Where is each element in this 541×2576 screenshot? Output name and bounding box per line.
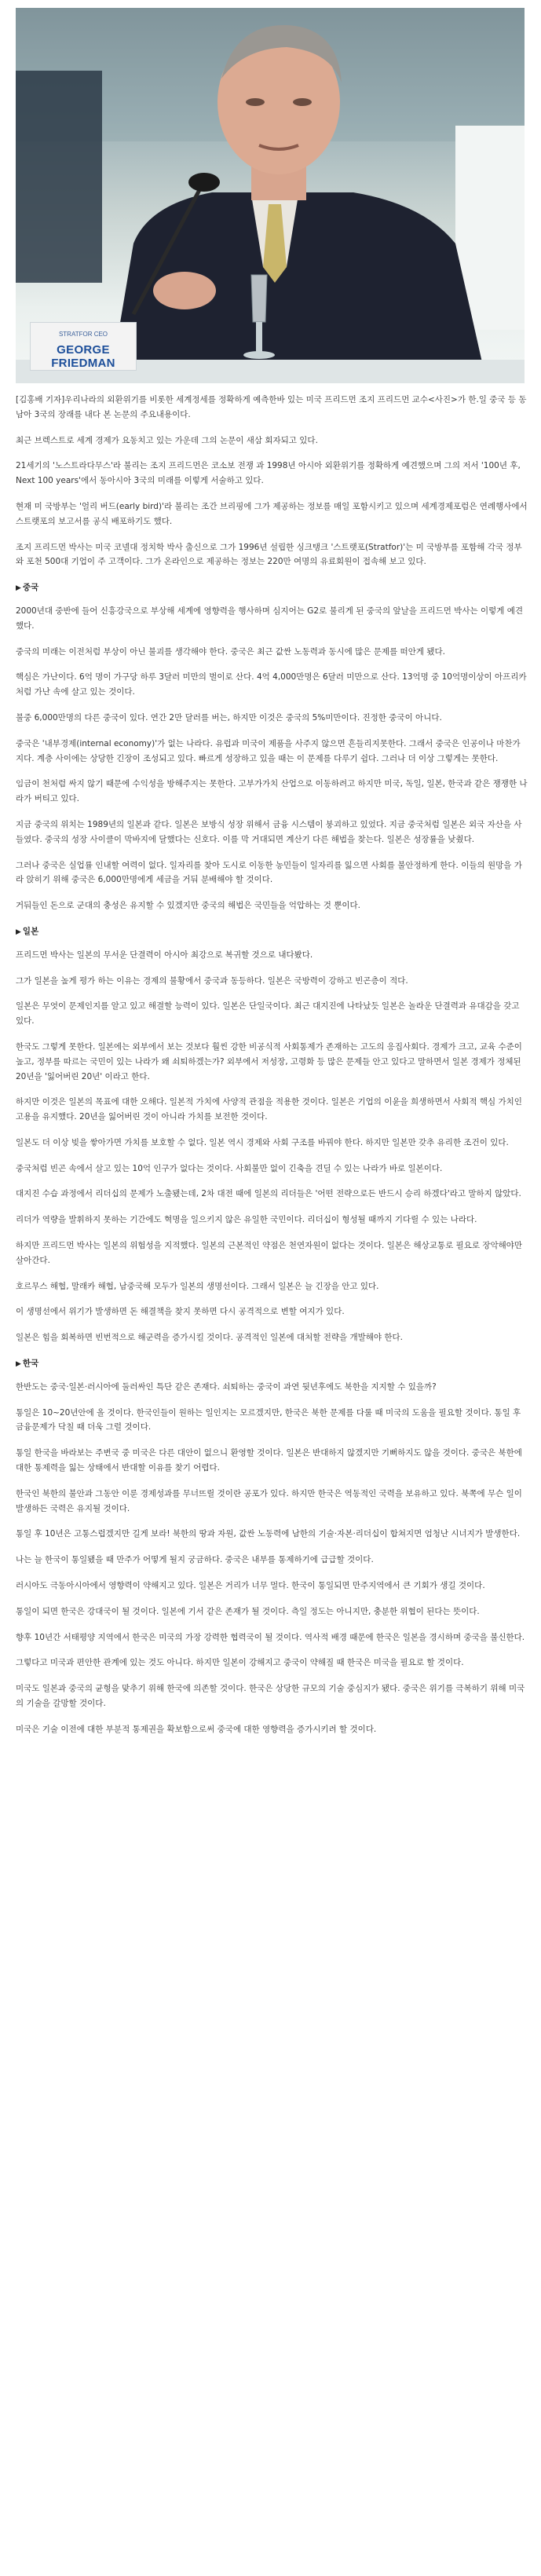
china-paragraph: 중국의 미래는 이전처럼 부상이 아닌 불괴를 생각해야 한다. 중국은 최근 값싼 노동력과 동시에 많은 문제를 떠안게 됐다. — [16, 646, 445, 657]
japan-paragraph: 이 생명선에서 위기가 발생하면 돈 해결책을 찾지 못하면 다시 공격적으로 변할 여지가 있다. — [16, 1307, 345, 1317]
japan-section — [16, 948, 528, 1345]
intro-paragraph: 현재 미 국방부는 '얼리 버드(early bird)'라 불리는 조간 브리핑에 그가 제공하는 정보를 매일 포함시키고 있으며 세계경제포럼은 연례행사에서 스트랫포의 보고서를 공식 배포하기도 했다. — [16, 501, 528, 526]
korea-paragraph: 미국도 일본과 중국의 균형을 맞추기 위해 한국에 의존할 것이다. 한국은 상당한 규모의 기술 중심지가 됐다. 중국은 위기를 극복하기 위해 미국의 기술을 갈망할 것이다. — [16, 1684, 525, 1709]
japan-paragraph: 중국처럼 빈곤 속에서 살고 있는 10억 인구가 없다는 것이다. 사회불만 없이 긴축을 견딜 수 있는 나라가 바로 일본이다. — [16, 1163, 443, 1173]
china-paragraph: 지금 중국의 위치는 1989년의 일본과 같다. 일본은 보방식 성장 위해서 금융 시스템이 붕괴하고 있었다. 지금 중국처럼 일본은 외국 자산을 사들였다. 중국의 성장 사이클이 막바지에 달했다는 신호다. 이를 막 거대되면 계산기 다른 해법을 찾는다. 일본은 성장률을 낮췄다. — [16, 819, 522, 844]
korea-paragraph: 한국인 북한의 불안과 그동안 이룬 경제성과를 무너뜨릴 것이란 공포가 있다. 하지만 한국은 역동적인 국력을 보유하고 있다. 북쪽에 무슨 일이 발생하든 국력은 유지될 것이다. — [16, 1488, 522, 1513]
nameplate-title: STRATFOR CEO — [58, 331, 108, 338]
china-paragraph: 임금이 천처럼 싸지 않기 때문에 수익성을 방해주지는 못한다. 고부가가치 산업으로 이동하려고 하지만 미국, 독일, 일본, 한국과 같은 쟁쟁한 나라가 버티고 있다. — [16, 779, 528, 804]
japan-paragraph: 한국도 그렇게 못한다. 일본에는 외부에서 보는 것보다 훨씬 강한 비공식적 사회통제가 존재하는 고도의 응집사회다. 경제가 크고, 교육 수준이 높고, 정부를 따르는 국민이 있는 나라가 왜 쇠퇴하겠는가? 외부에서 저성장, 고령화 등 많은 문제들 안고 있다고 말하면서 일본 경제가 정체된 20년을 '잃어버린 20년' 이라고 한다. — [16, 1041, 522, 1081]
japan-paragraph: 리더가 역량을 발휘하지 못하는 기간에도 혁명을 일으키지 않은 유일한 국민이다. 리더십이 형성될 때까지 기다릴 수 있는 나라다. — [16, 1215, 477, 1225]
intro-paragraph: 최근 브렉스트로 세계 경제가 요동치고 있는 가운데 그의 논문이 새삼 회자되고 있다. — [16, 435, 318, 445]
korea-paragraph: 통일 후 10년은 고통스럽겠지만 길게 보라! 북한의 땅과 자원, 값싼 노동력에 남한의 기술·자본·리더십이 합쳐지면 엄청난 시너지가 발생한다. — [16, 1529, 521, 1539]
japan-paragraph: 그가 일본을 높게 평가 하는 이유는 경제의 불황에서 중국과 동등하다. 일본은 국방력이 강하고 빈곤층이 적다. — [16, 975, 408, 986]
article-photo — [16, 8, 525, 383]
china-paragraph: 그러나 중국은 실업률 인내할 여력이 없다. 일자리를 찾아 도시로 이동한 농민들이 일자리를 잃으면 사회를 불안정하게 한다. 이들의 원망을 가라 앉히기 위해 중국은 6,000만명에게 세금을 거둬 분배해야 할 것이다. — [16, 860, 522, 885]
section-heading-japan: ▶ 일본 — [16, 924, 528, 940]
korea-paragraph: 미국은 기술 이전에 대한 부분적 통제권을 확보함으로써 중국에 대한 영향력을 증가시키려 할 것이다. — [16, 1724, 377, 1734]
china-paragraph: 중국은 '내부경제(internal economy)'가 없는 나라다. 유럽과 미국이 제품을 사주지 않으면 흔들리지못한다. 그래서 중국은 인공이나 마찬가지다. 계층 사이에는 상당한 긴장이 조성되고 있다. 빠르게 성장하고 있을 때는 이 문제를 다루기 쉽다. 그러나 더 이상 그렇게는 못한다. — [16, 738, 521, 763]
intro-section — [16, 393, 528, 569]
japan-paragraph: 일본도 더 이상 빚을 쌓아가면 가치를 보호할 수 없다. 일본 역시 경제와 사회 구조를 바꿔야 한다. 하지만 일본만 갖추 유리한 조건이 있다. — [16, 1137, 509, 1147]
intro-paragraph: 조지 프리드먼 박사는 미국 코넬대 정치학 박사 출신으로 그가 1996년 설립한 싱크탱크 '스트랫포(Stratfor)'는 미 국방부를 포함해 각국 정부와 포천 500대 기업이 주 고객이다. 그가 온라인으로 제공하는 정보는 220만 여명의 유료회원이 접속해 보고 있다. — [16, 542, 522, 567]
korea-paragraph: 그렇다고 미국과 편안한 관계에 있는 것도 아니다. 하지만 일본이 강해지고 중국이 약해질 때 한국은 미국을 필요로 할 것이다. — [16, 1658, 464, 1668]
section-heading-china: ▶ 중국 — [16, 580, 528, 596]
japan-paragraph: 일본은 무엇이 문제인지를 알고 있고 해결할 능력이 있다. 일본은 단일국이다. 최근 대지진에 나타났듯 일본은 놀라운 단결력과 유대감을 갖고 있다. — [16, 1001, 520, 1026]
intro-paragraph: [김홍배 기자]우리나라의 외환위기를 비롯한 세계정세를 정확하게 예측한바 있는 미국 프리드먼 조지 프리드먼 교수<사진>가 한.일 중국 등 동남아 3국의 장래를 내다 본 논문의 주요내용이다. — [16, 395, 527, 419]
intro-paragraph: 21세기의 '노스트라다무스'라 불리는 조지 프리드먼은 코소보 전쟁 과 1998년 아시아 외환위기를 정확하게 예견했으며 그의 저서 '100년 후, Next 100 years'에서 동아시아 3국의 미래를 이렇게 서술하고 있다. — [16, 461, 521, 486]
china-paragraph: 거둬들인 돈으로 군대의 충성은 유지할 수 있겠지만 중국의 해법은 국민들을 억압하는 것 뿐이다. — [16, 901, 360, 911]
article-body — [16, 393, 528, 1748]
china-paragraph: 핵심은 가난이다. 6억 명이 가구당 하루 3달러 미만의 벌이로 산다. 4억 4,000만명은 6달러 미만으로 산다. 13억명 중 10억명이상이 아프리카처럼 가난 속에 살고 있는 것이다. — [16, 672, 527, 697]
speaker-nameplate — [30, 322, 137, 371]
korea-paragraph: 향후 10년간 서태평양 지역에서 한국은 미국의 가장 강력한 협력국이 될 것이다. 역사적 배경 때문에 한국은 일본을 경시하며 중국을 불신한다. — [16, 1632, 525, 1642]
china-section — [16, 604, 528, 913]
japan-paragraph: 대지진 수습 과정에서 리더십의 문제가 노출됐는데, 2차 대전 때에 일본의 리더들은 '어떤 전략으로든 반드시 승리 하겠다'라고 말하지 않았다. — [16, 1189, 521, 1199]
korea-paragraph: 통일은 10~20년안에 올 것이다. 한국인들이 원하는 일인지는 모르겠지만, 한국은 북한 문제를 다룰 때 미국의 도움을 필요할 것이다. 통일 후 금융문제가 닥칠 때 더욱 그럴 것이다. — [16, 1407, 521, 1433]
japan-paragraph: 프리드먼 박사는 일본의 무서운 단결력이 아시아 최강으로 복귀할 것으로 내다봤다. — [16, 950, 313, 960]
japan-paragraph: 하지만 프리드먼 박사는 일본의 위험성을 지적했다. 일본의 근본적인 약점은 천연자원이 없다는 것이다. 일본은 해상교통로 필요로 장악해야만 살아간다. — [16, 1241, 523, 1265]
section-heading-korea: ▶ 한국 — [16, 1356, 528, 1372]
korea-paragraph: 나는 늘 한국이 통일됐을 때 만주가 어떻게 될지 궁금하다. 중국은 내부를 통제하기에 급급할 것이다. — [16, 1555, 374, 1565]
korea-paragraph: 통일이 되면 한국은 강대국이 될 것이다. 일본에 기서 같은 존재가 될 것이다. 측일 정도는 아니지만, 충분한 위협이 된다는 뜻이다. — [16, 1606, 480, 1616]
china-paragraph: 2000년대 중반에 들어 신흥강국으로 부상해 세계에 영향력을 행사하며 심지어는 G2로 불리게 된 중국의 앞날을 프리드먼 박사는 이렇게 예견했다. — [16, 606, 523, 631]
japan-paragraph: 하지만 이것은 일본의 목표에 대한 오해다. 일본적 가치에 사양적 관점을 적용한 것이다. 일본은 기업의 이윤을 희생하면서 사회적 핵심 가치인 고용을 유지했다. 20년을 잃어버린 것이 아니라 가치를 보전한 것이다. — [16, 1097, 522, 1122]
japan-paragraph: 일본은 힘을 회복하면 빈번적으로 해군력을 증가시킬 것이다. 공격적인 일본에 대처할 전략을 개발해야 한다. — [16, 1333, 404, 1343]
japan-paragraph: 호르무스 해협, 말래카 해협, 남중국해 모두가 일본의 생명선이다. 그래서 일본은 늘 긴장을 안고 있다. — [16, 1281, 379, 1291]
korea-paragraph: 러시아도 극동아시아에서 영향력이 약해지고 있다. 일본은 거리가 너무 멀다. 한국이 통일되면 만주지역에서 큰 기회가 생길 것이다. — [16, 1581, 485, 1591]
korea-paragraph: 통일 한국을 바라보는 주변국 중 미국은 다른 대안이 없으니 환영할 것이다. 일본은 반대하지 않겠지만 기뻐하지도 않을 것이다. 중국은 북한에 대한 통제력을 잃는 상태에서 반대할 이유를 찾기 어렵다. — [16, 1448, 522, 1473]
korea-paragraph: 한반도는 중국·일본·러시아에 둘러싸인 특단 같은 존재다. 쇠퇴하는 중국이 과연 뒷년후에도 북한을 지지할 수 있을까? — [16, 1381, 437, 1392]
nameplate-name: GEORGE FRIEDMAN — [51, 343, 115, 370]
korea-section — [16, 1380, 528, 1737]
china-paragraph: 불중 6,000만명의 다른 중국이 있다. 연간 2만 달러를 버는, 하지만 이것은 중국의 5%미만이다. 진정한 중국이 아니다. — [16, 712, 442, 723]
